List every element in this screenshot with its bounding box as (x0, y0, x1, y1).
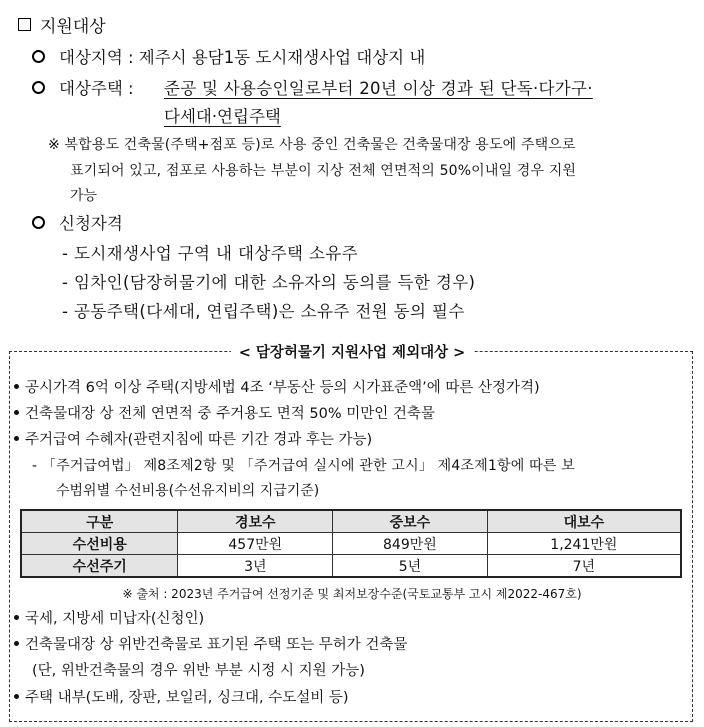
table-cell: 849만원 (333, 533, 488, 555)
exclusion-box-title-text: < 담장허물기 지원사업 제외대상 > (231, 345, 474, 361)
exclusion-item (14, 428, 372, 449)
exclusion-box-title (0, 341, 704, 362)
table-row (21, 555, 681, 578)
note-line-3: 가능 (70, 188, 98, 204)
target-area-line (32, 44, 425, 68)
exclusion-item (14, 607, 204, 628)
circle-bullet-icon (32, 216, 45, 229)
exclusion-item (14, 376, 540, 397)
eligibility-title: 신청자격 (59, 214, 123, 233)
section-title: 지원대상 (40, 17, 106, 37)
target-housing-value-1 (164, 75, 593, 99)
dot-bullet-icon (14, 410, 19, 415)
table-header-row (21, 510, 681, 533)
table-cell: 457만원 (178, 533, 333, 555)
exclusion-sub-item-2: 수범위별 수선비용(수선유지비의 지급기준) (56, 483, 320, 499)
exclusion-sub-item-1: - 「주거급여법」 제8조제2항 및 「주거급여 실시에 관한 고시」 제4조제1항에 따른 보 (32, 458, 575, 474)
square-bullet-icon (18, 18, 31, 31)
dot-bullet-icon (14, 694, 19, 699)
circle-bullet-icon (32, 81, 45, 94)
target-housing-value-2 (164, 103, 281, 127)
target-housing-value-text-2: 다세대·연립주택 (164, 107, 281, 126)
eligibility-item: - 임차인(담장허물기에 대한 소유자의 동의를 득한 경우) (62, 273, 476, 292)
table-row-header: 수선주기 (21, 555, 178, 578)
dot-bullet-icon (14, 436, 19, 441)
eligibility-item: - 공동주택(다세대, 연립주택)은 소유주 전원 동의 필수 (62, 302, 465, 321)
table-row-header: 수선비용 (21, 533, 178, 555)
table-cell: 3년 (178, 555, 333, 578)
exclusion-item-text: 주거급여 수혜자(관련지침에 따른 기간 경과 후는 가능) (25, 432, 373, 448)
target-housing-line (32, 75, 134, 99)
table-header-cell: 경보수 (178, 510, 333, 533)
target-housing-value-text-1: 준공 및 사용승인일로부터 20년 이상 경과 된 단독·다가구· (164, 79, 593, 98)
section-heading (18, 12, 106, 37)
dot-bullet-icon (14, 615, 19, 620)
repair-cost-table (20, 509, 682, 578)
exclusion-item-text: 주택 내부(도배, 장판, 보일러, 싱크대, 수도설비 등) (25, 690, 349, 706)
exclusion-item-text: 건축물대장 상 전체 연면적 중 주거용도 면적 50% 미만인 건축물 (25, 406, 435, 422)
target-housing-label: 대상주택 : (59, 79, 134, 98)
table-cell: 5년 (333, 555, 488, 578)
exclusion-item (14, 402, 435, 423)
table-header-cell: 구분 (21, 510, 178, 533)
circle-bullet-icon (32, 50, 45, 63)
eligibility-item: - 도시재생사업 구역 내 대상주택 소유주 (62, 244, 359, 263)
target-area-text: 대상지역 : 제주시 용담1동 도시재생사업 대상지 내 (59, 48, 426, 67)
exclusion-item (14, 633, 407, 654)
exclusion-item-text: 국세, 지방세 미납자(신청인) (25, 611, 205, 627)
exclusion-item-text: 공시가격 6억 이상 주택(지방세법 4조 ‘부동산 등의 시가표준액’에 따른 산정가격) (25, 380, 540, 396)
exclusion-after-note: (단, 위반건축물의 경우 위반 부분 시정 시 지원 가능) (32, 663, 365, 679)
exclusion-item (14, 686, 349, 707)
table-row (21, 533, 681, 555)
table-header-cell: 대보수 (487, 510, 681, 533)
table-cell: 1,241만원 (487, 533, 681, 555)
table-cell: 7년 (487, 555, 681, 578)
table-header-cell: 중보수 (333, 510, 488, 533)
table-source-note: ※ 출처 : 2023년 주거급여 선정기준 및 최저보장수준(국토교통부 고시 제2022-467호) (122, 587, 582, 601)
note-line-2: 표기되어 있고, 점포로 사용하는 부분이 지상 전체 연면적의 50%이내일 경우 지원 (70, 163, 577, 179)
note-line-1: ※ 복합용도 건축물(주택+점포 등)로 사용 중인 건축물은 건축물대장 용도에 주택으로 (48, 137, 576, 153)
eligibility-heading (32, 210, 123, 234)
dot-bullet-icon (14, 384, 19, 389)
exclusion-item-text: 건축물대장 상 위반건축물로 표기된 주택 또는 무허가 건축물 (25, 637, 408, 653)
dot-bullet-icon (14, 641, 19, 646)
